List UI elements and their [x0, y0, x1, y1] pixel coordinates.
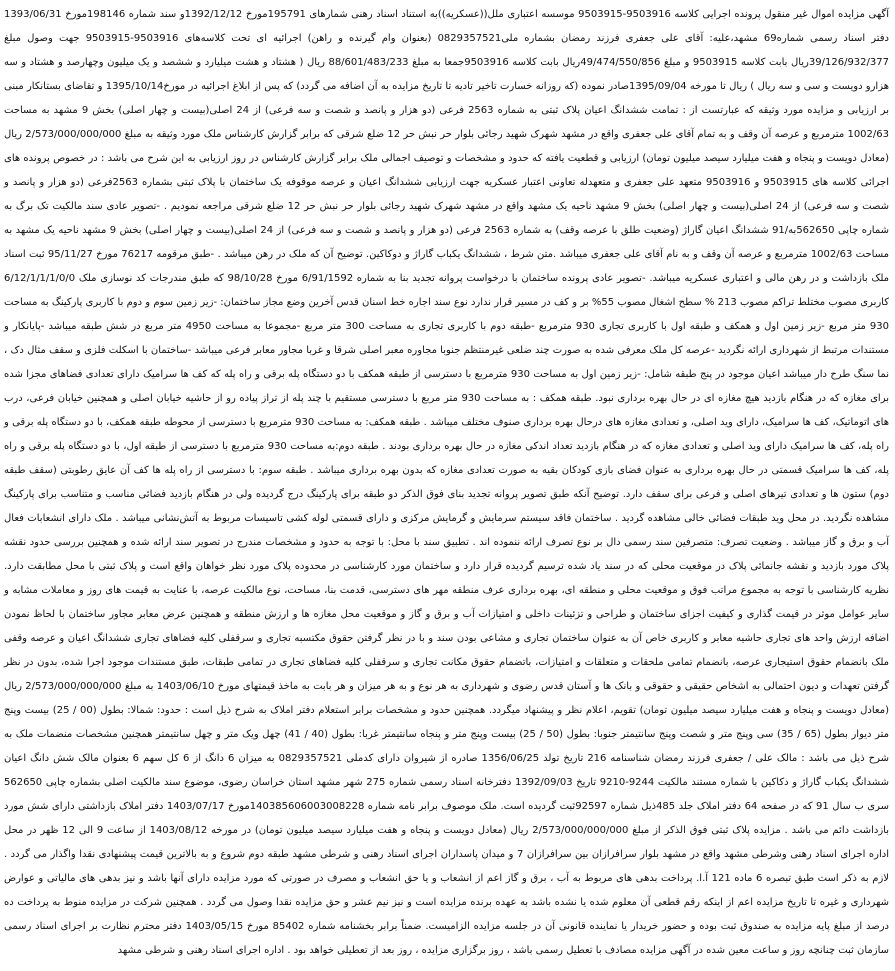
auction-notice-body: آگهی مزایده اموال غیر منقول پرونده اجرایی کلاسه 9503916-9503915 موسسه اعتباری ملل((عسکریه))به استناد اسناد رهنی شمارهای 195791مورخ 1392/12/12و سند شماره 198146مورخ 1393/06/31 دفتر اسناد رسمی شماره69 مشهد،علیه: آقای علی جعفری فرزند رمضان بشماره ملی0829357521 (بعنوان وام گیرنده و راهن) اجرائیه ای تحت کلاسه‌های 9503916-9503915 جهت وصول مبلغ 39/126/932/377ریال بابت کلاسه 9503915 و مبلغ 49/474/550/856ریال بابت کلاسه 9503916جمعا به مبلغ 88/601/483/233 ریال ( هشتاد و هشت میلیارد و ششصد و یک میلیون وچهارصد و هشتاد و سه هزارو دویست و سی و سه ریال ) ریال تا مورخه 1395/09/04صادر نموده (که روزانه خسارت تاخیر تادیه تا تاریخ مزایده به آن اضافه می گردد) که پس از ابلاغ اجرائیه در مورخ1395/10/14 و تقاضای بستانکار مبنی بر ارزیابی و مزایده مورد وثیقه که عبارتست از : تمامت ششدانگ اعیان پلاک ثبتی به شماره 2563 فرعی (دو هزار و پانصد و شصت و سه فرعی) از 24 اصلی(بیست و چهار اصلی) بخش 9 مشهد به مساحت 1002/63 مترمربع و عرصه آن وقف و به تمام آقای علی جعفری واقع در مشهد شهرک شهید رجائی بلوار حر نبش حر 12 ضلع شرقی که برابر گزارش کارشناس ملک مورد وثیقه به مبلغ 2/573/000/000/000 ریال (معادل دویست و پنجاه و هفت میلیارد سیصد میلیون تومان) ارزیابی و قطعیت یافته که حدود و مشخصات و توصیف اجمالی ملک برابر گزارش کارشناس در روز ارزیابی به این شرح می باشد : در خصوص پرونده های اجرائی کلاسه های 9503915 و 9503916 متعهد علی جعفری و متعهدله تعاونی اعتبار عسکریه جهت ارزیابی ششدانگ اعیان و عرصه موقوفه یک ساختمان با پلاک ثبتی بشماره 2563فرعی (دو هزار و پانصد و شصت و سه فرعی) از 24 اصلی(بیست و چهار اصلی) بخش 9 مشهد ناحیه یک مشهد واقع در مشهد شهرک شهید رجائی بلوار حر نبش حر 12 ضلع شرقی مراجعه نمودیم . -تصویر عادی سند مالکیت تک برگ به شماره چاپی 562650به/91 ششدانگ اعیان گاراژ (وضعیت طلق با عرصه وقف) به شماره 2563 فرعی (دو هزار و پانصد و شصت و سه فرعی) از 24 اصلی(بیست و چهار اصلی) بخش 9 مشهد ناحیه یک مشهد به مساحت 1002/63 مترمربع و عرصه آن وقف و به نام آقای علی جعفری میباشد .متن شرط ، ششدانگ یکباب گاراژ و دوکاکین. توضیح آن که ملک در رهن میباشد . -طبق مرقومه 76217 مورخ 95/11/27 ثبت اسناد ملک بازداشت و در رهن مالی و اعتباری عسکریه میباشد. -تصویر عادی پرونده ساختمان با درخواست پروانه تجدید بنا به شماره 6/91/1592 مورخ 98/10/28 که طبق مندرجات کد نوسازی ملک 6/12/1/1/1/0/0 کاربری مصوب مختلط تراکم مصوب 213 % سطح اشغال مصوب 55% بر و کف در مسیر قرار ندارد نوع سند اجاره خط اسنان قدس آخرین وضع مجاز ساختمان: -زیر زمین سوم و دوم با کاربری پارکینگ به مساحت 930 متر مربع -زیر زمین اول و همکف و طبقه اول با کاربری تجاری 930 مترمربع -طبقه دوم با کاربری تجاری به مساحت 300 متر مربع -مجموعا به مساحت 4950 متر مربع در شش طبقه میباشد -پایانکار و مستندات مرتبط از شهرداری ارائه نگردید -عرصه کل ملک معرفی شده به صورت چند ضلعی غیرمنتظم جنوبا مجاوره معبر اصلی شرقا و غربا مجاور معابر فرعی میباشد -ساختمان با اسکلت فلزی و سقف مثال دک ، نما سنگ طرح دار میباشد اعیان موجود در پنج طبقه شامل: -زیر زمین اول به مساحت 930 مترمربع با دسترسی از طبقه همکف با دو دستگاه پله برقی و راه پله که کف ها سرامیک دارای تعدادی فضاهای مجزا شده برای مغازه که در هنگام بازدید هیچ مغازه ای در حال بهره برداری نبود. طبقه همکف : به مساحت 930 متر مربع با دسترسی مستقیم با چند پله از تراز پیاده رو از حاشیه خیابان اصلی و همچنین خیابان فرعی، درب های اتوماتیک، کف ها سرامیک، دارای وید اصلی، و تعدادی مغازه های درحال بهره برداری صنوف مختلف میباشد . طبقه همکف: به مساحت 930 مترمربع با دسترسی از محوطه طبقه همکف، با دو دستگاه پله برقی و راه پله، کف ها سرامیک دارای وید اصلی و تعدادی مغازه که در هنگام بازدید تعداد اندکی مغازه در حال بهره برداری بودند . طبقه دوم:به مساحت 930 مترمربع با دسترسی از طبقه اول، با دو دستگاه پله برقی و راه پله، کف ها سرامیک قسمتی در حال بهره برداری به عنوان فضای بازی کودکان بقیه به صورت تعدادی مغازه که بدون بهره برداری میباشد . طبقه سوم: با دسترسی از راه پله ها کف آن عایق رطوبتی (سقف طبقه دوم) ستون ها و تعدادی تیرهای اصلی و فرعی برای سقف دارد. توضیح آنکه طبق تصویر پروانه تجدید بنای فوق الذکر دو طبقه برای پارکینگ درج گردیده ولی در هنگام بازدید فضائی مناسب و متناسب برای پارکینگ مشاهده نگردید. در محل وید طبقات فضائی خالی مشاهده گردید . ساختمان فاقد سیستم سرمایش و گرمایش مرکزی و دارای قسمتی لوله کشی تاسیسات مربوط به آتش‌نشانی میباشد . ملک دارای انشعابات فعال آب و برق و گاز میباشد . وضعیت تصرف: متصرفین سند رسمی دال بر نوع تصرف ارائه ننموده اند . تطبیق سند با محل: با توجه به حدود و مشخصات مندرج در تصویر سند ارائه شده و همچنین بررسی حدود نقشه پلاک مورد بازدید و نقشه جانمائی پلاک در موقعیت محلی که در سند یاد شده ترسیم گردیده قرار دارد و ساختمان مورد کارشناسی در محدوده پلاک مورد نظر خواهان واقع است و پلاک ثبتی با محل مطابقت دارد. نظریه کارشناسی با توجه به مجموع مراتب فوق و موقعیت محلی و منطقه ای، بهره برداری عرف منطقه مهر های دسترسی، قدمت بنا، مساحت، نوع مالکیت عرصه، با عنایت به قیمت های روز و معاملات مشابه و سایر عوامل موثر در قیمت گذاری و کیفیت اجزای ساختمان و طراحی و تزئینات داخلی و امتیازات آب و برق و گاز و موقعیت محل مغازه ها و ارزش منطقه و همچنین عرض معابر مجاور ساختمان با لحاظ نمودن اضافه ارزش واحد های تجاری حاشیه معابر و کاربری خاص آن به عنوان ساختمان تجاری و مشاعی بودن سند و با در نظر گرفتن حقوق مکتسبه تجاری و سرقفلی کلیه فضاهای تجاری ششدانگ اعیان و عرصه وقفی ملک بانضمام حقوق استیجاری عرصه، بانضمام تمامی ملحقات و متعلقات و امتیازات، باتضمام حقوق مکانت تجاری و سرقفلی کلیه فضاهای تجاری در تمامی طبقات، طبق مستندات موجود اجرا شده، بدون در نظر گرفتن تعهدات و دیون احتمالی به اشخاص حقیقی و حقوقی و بانک ها و آستان قدس رضوی و شهرداری به هر نوع و به هر میزان و هر بابت به ماخذ قیمتهای مورخ 1403/06/10 به مبلغ 2/573/000/000/000 ریال (معادل دویست و پنجاه و هفت میلیارد سیصد میلیون تومان) تقویم، اعلام نظر و پیشنهاد میگردد. همچنین حدود و مشخصات برابر استعلام دفتر املاک به شرح ذیل است : حدود: شمالا: بطول (00 / 25) بیست وپنج متر دیوار بطول (65 / 35) سی وپنج متر و شصت وپنج سانتیمتر جنوبا: بطول (50 / 25) بیست وپنج متر و پنجاه سانتیمتر غربا: بطول (40 / 41) چهل ویک متر و چهل سانتیمتر همچنین مشخصات منضمات ملک به شرح ذیل می باشد : مالک علی / جعفری فرزند رمضان شناسنامه 216 تاریخ تولد 1356/06/25 صادره از شیروان دارای کدملی 0829357521 به میزان 6 دانگ از 6 کل سهم 6 بعنوان مالک شش دانگ اعیان ششدانگ یکباب گاراژ و دکاکین با شماره مستند مالکیت 9244-9210 تاریخ 1392/09/03 دفترخانه اسناد رسمی شماره 275 شهر مشهد استان خراسان رضوی، موضوع سند مالکیت اصلی بشماره چاپی 562650 سری ب سال 91 که در صفحه 64 دفتر املاک جلد 485ذیل شماره 92597ثبت گردیده است. ملک موصوف برابر نامه شماره 140385606003008228مورخ 1403/07/17 دفتر املاک بازداشتی دارای شش مورد بازداشت دائم می باشد . مزایده پلاک ثبتی فوق الذکر از مبلغ 2/573/000/000/000 ریال (معادل دویست و پنجاه و هفت میلیارد سیصد میلیون تومان) در مورخه 1403/08/12 از ساعت 9 الی 12 ظهر در محل اداره اجرای اسناد رهنی وشرطی مشهد واقع در مشهد بلوار سرافرازان بین سرافرازان 7 و میدان پاسداران اجرای اسناد رهنی و شرطی مشهد طبقه دوم شروع و به بالاترین قیمت پیشنهادی نقدا واگذار می گردد . لازم به ذکر است طبق تبصره 6 ماده 121 آ.ا. پرداخت بدهی های مربوط به آب ، برق و گاز اعم از انشعاب و یا حق انشعاب و مصرف در صورتی که مورد مزایده دارای آنها باشد و نیز بدهی های مالیاتی و عوارض شهرداری و غیره تا تاریخ مزایده اعم از اینکه رقم قطعی آن معلوم شده یا نشده باشد به عهده برنده مزایده است و نیز نیم عشر و حق مزایده نقدا وصول می گردد . همچنین شرکت در مزایده منوط به پرداخت ده درصد از مبلغ پایه مزایده به صندوق ثبت بوده و حضور خریدار یا نماینده قانونی آن در جلسه مزایده الزامیست. ضمناً برابر بخشنامه شماره 85402 مورخ 1403/05/15 دفتر محترم نظارت بر اجرای اسناد رسمی سازمان ثبت چنانچه روز و ساعت معین شده در آگهی مزایده مصادف با تعطیل رسمی باشد ، روز برگزاری مزایده ، روز بعد از تعطیلی خواهد بود . اداره اجرای اسناد رهنی و شرطی مشهد [4, 9, 890, 956]
auction-notice [2, 3, 891, 967]
